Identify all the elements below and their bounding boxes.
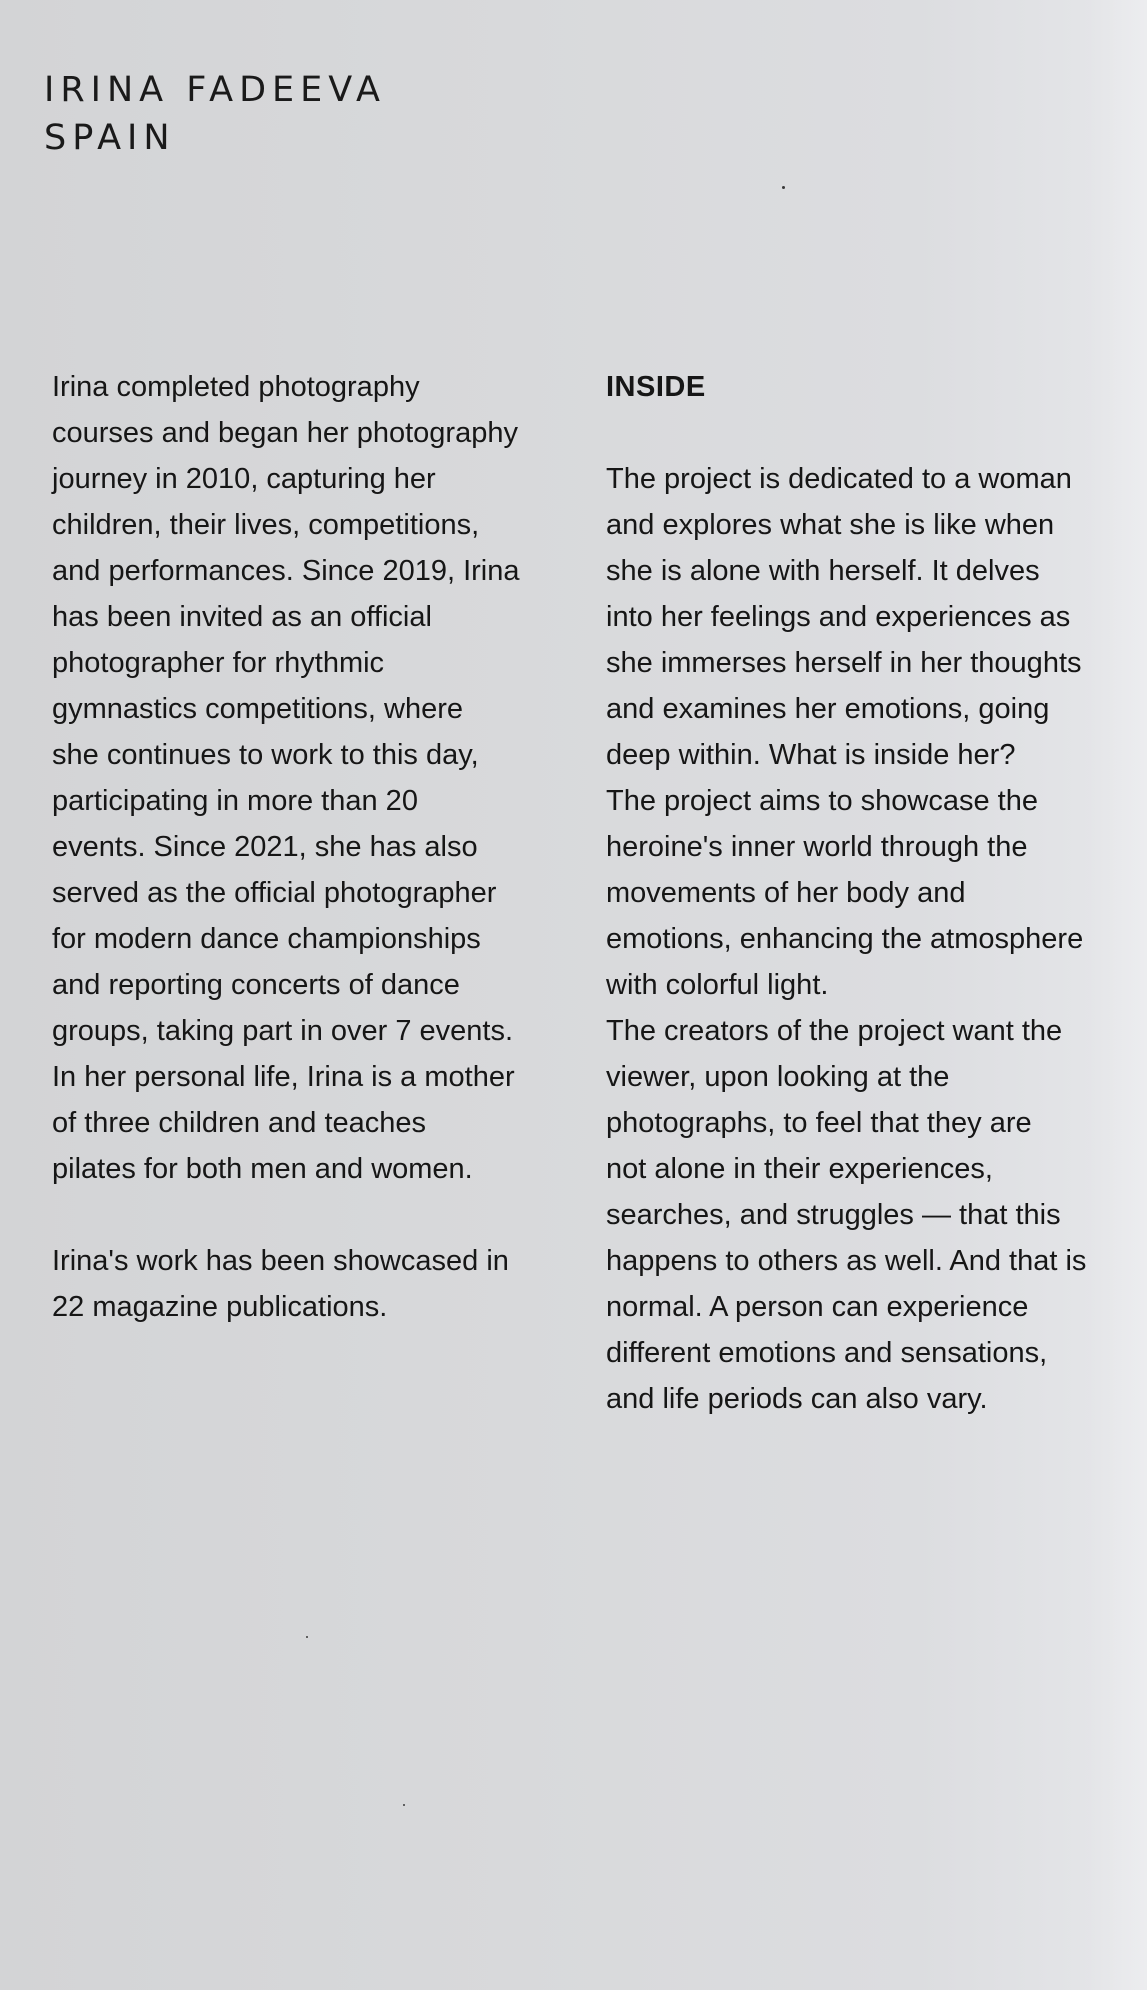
paper-speck [403,1804,405,1806]
page-edge-highlight [1087,0,1147,1990]
project-paragraph: The creators of the project want the viewer, upon looking at the photographs, to feel that they are not alone in their experiences, searches, and struggles — that this happens to others as well. And that is normal. A person can experience different emotions and sensations, and life periods can also vary. [606,1015,1087,1415]
bio-paragraph: Irina's work has been showcased in 22 magazine publications. [52,1245,509,1323]
header [44,66,386,162]
project-paragraph: The project is dedicated to a woman and explores what she is like when she is alone with herself. It delves into her feelings and experiences as she immerses herself in her thoughts and examines her emotions, going deep within. What is inside her? [606,463,1082,771]
bio-paragraph: Irina completed photography courses and began her photography journey in 2010, capturing her children, their lives, competitions, and performances. Since 2019, Irina has been invited as an official photographer for rhythmic gymnastics competitions, where she continues to work to this day, participating in more than 20 events. Since 2021, she has also served as the official photographer for modern dance championships and reporting concerts of dance groups, taking part in over 7 events. In her personal life, Irina is a mother of three children and teaches pilates for both men and women. [52,371,520,1185]
project-paragraph: The project aims to showcase the heroine's inner world through the movements of her body and emotions, enhancing the atmosphere with colorful light. [606,785,1084,1001]
paper-speck [782,186,785,189]
project-title: INSIDE [606,371,706,403]
artist-country: SPAIN [44,118,176,158]
paper-speck [306,1636,308,1638]
bio-column [52,364,582,1330]
project-column [606,364,1126,1422]
artist-name: IRINA FADEEVA [44,70,386,110]
